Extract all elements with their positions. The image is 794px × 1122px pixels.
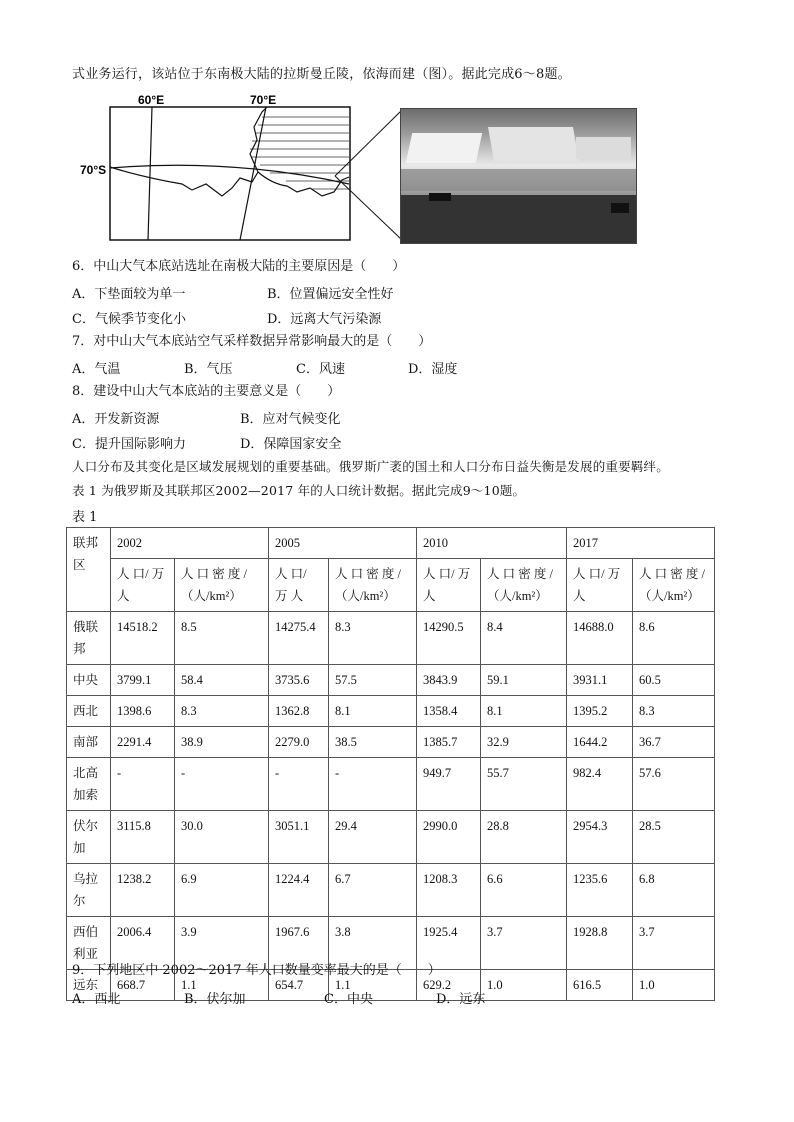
value-cell: 616.5: [567, 970, 633, 1001]
q6-option-b: B．位置偏远安全性好: [267, 287, 394, 302]
value-cell: 8.4: [481, 612, 567, 665]
region-cell: 西伯利亚: [67, 917, 111, 970]
value-cell: 1.1: [329, 970, 417, 1001]
table-caption: 表 1: [72, 510, 98, 525]
q9-option-b: B．伏尔加: [184, 992, 246, 1007]
pop-header: 人 口/ 万 人: [111, 559, 175, 612]
value-cell: 57.6: [633, 758, 715, 811]
value-cell: 28.5: [633, 811, 715, 864]
value-cell: 3.8: [329, 917, 417, 970]
value-cell: 654.7: [269, 970, 329, 1001]
value-cell: 3735.6: [269, 665, 329, 696]
value-cell: 3115.8: [111, 811, 175, 864]
year-header: 2010: [417, 528, 567, 559]
q8-option-b: B．应对气候变化: [240, 412, 341, 427]
value-cell: 36.7: [633, 727, 715, 758]
value-cell: 1398.6: [111, 696, 175, 727]
region-cell: 西北: [67, 696, 111, 727]
value-cell: 28.8: [481, 811, 567, 864]
value-cell: 3.7: [481, 917, 567, 970]
value-cell: 1928.8: [567, 917, 633, 970]
value-cell: 8.1: [481, 696, 567, 727]
value-cell: 982.4: [567, 758, 633, 811]
population-table: [66, 527, 715, 1001]
table-row: [67, 665, 715, 696]
value-cell: 14688.0: [567, 612, 633, 665]
density-header: 人 口 密 度 / （人/km²）: [481, 559, 567, 612]
value-cell: 1358.4: [417, 696, 481, 727]
year-header: 2002: [111, 528, 269, 559]
pop-header: 人 口/ 万 人: [567, 559, 633, 612]
value-cell: 1224.4: [269, 864, 329, 917]
value-cell: 6.8: [633, 864, 715, 917]
table-row: [67, 696, 715, 727]
q6-option-d: D．远离大气污染源: [267, 312, 382, 327]
value-cell: 1967.6: [269, 917, 329, 970]
value-cell: 38.5: [329, 727, 417, 758]
q8-option-c: C．提升国际影响力: [72, 437, 186, 452]
value-cell: 32.9: [481, 727, 567, 758]
station-photo: [400, 108, 637, 244]
pop-header: 人 口/ 万 人: [269, 559, 329, 612]
q9-option-a: A．西北: [72, 992, 121, 1007]
table-corner: 联邦区: [67, 528, 111, 612]
value-cell: 1238.2: [111, 864, 175, 917]
q7-option-c: C．风速: [296, 362, 345, 377]
value-cell: 58.4: [175, 665, 269, 696]
value-cell: 1644.2: [567, 727, 633, 758]
value-cell: 1235.6: [567, 864, 633, 917]
value-cell: 2954.3: [567, 811, 633, 864]
value-cell: -: [111, 758, 175, 811]
value-cell: 1925.4: [417, 917, 481, 970]
region-cell: 中央: [67, 665, 111, 696]
value-cell: 14518.2: [111, 612, 175, 665]
q8-option-a: A．开发新资源: [72, 412, 160, 427]
value-cell: -: [175, 758, 269, 811]
value-cell: 3799.1: [111, 665, 175, 696]
value-cell: 1.0: [633, 970, 715, 1001]
table-row: [67, 864, 715, 917]
year-header: 2017: [567, 528, 715, 559]
value-cell: 2291.4: [111, 727, 175, 758]
value-cell: 1.1: [175, 970, 269, 1001]
value-cell: 57.5: [329, 665, 417, 696]
value-cell: 8.6: [633, 612, 715, 665]
label-70s: 70°S: [80, 163, 107, 177]
density-header: 人 口 密 度 / （人/km²）: [175, 559, 269, 612]
region-cell: 俄联邦: [67, 612, 111, 665]
density-header: 人 口 密 度 / （人/km²）: [633, 559, 715, 612]
q7-option-d: D．湿度: [408, 362, 458, 377]
value-cell: 668.7: [111, 970, 175, 1001]
value-cell: 8.5: [175, 612, 269, 665]
value-cell: 3051.1: [269, 811, 329, 864]
q6-option-c: C．气候季节变化小: [72, 312, 186, 327]
region-cell: 伏尔加: [67, 811, 111, 864]
q6-stem: 6．中山大气本底站选址在南极大陆的主要原因是（ ）: [72, 259, 406, 274]
q7-option-b: B．气压: [184, 362, 233, 377]
value-cell: 55.7: [481, 758, 567, 811]
value-cell: 59.1: [481, 665, 567, 696]
antarctic-map: [72, 92, 402, 247]
value-cell: 14275.4: [269, 612, 329, 665]
value-cell: 2990.0: [417, 811, 481, 864]
table-row: [67, 612, 715, 665]
region-cell: 北高加索: [67, 758, 111, 811]
value-cell: -: [329, 758, 417, 811]
q9-option-c: C．中央: [324, 992, 373, 1007]
region-cell: 南部: [67, 727, 111, 758]
value-cell: 1385.7: [417, 727, 481, 758]
pop-header: 人 口/ 万 人: [417, 559, 481, 612]
value-cell: 60.5: [633, 665, 715, 696]
value-cell: 1362.8: [269, 696, 329, 727]
value-cell: 1.0: [481, 970, 567, 1001]
value-cell: 6.6: [481, 864, 567, 917]
year-header: 2005: [269, 528, 417, 559]
value-cell: 3.7: [633, 917, 715, 970]
value-cell: 1395.2: [567, 696, 633, 727]
value-cell: 8.3: [175, 696, 269, 727]
value-cell: 8.1: [329, 696, 417, 727]
value-cell: 629.2: [417, 970, 481, 1001]
value-cell: 3931.1: [567, 665, 633, 696]
region-cell: 乌拉尔: [67, 864, 111, 917]
value-cell: 2279.0: [269, 727, 329, 758]
value-cell: 8.3: [633, 696, 715, 727]
value-cell: 6.9: [175, 864, 269, 917]
table-row: [67, 727, 715, 758]
q9-stem: 9．下列地区中 2002～2017 年人口数量变率最大的是（ ）: [72, 963, 441, 978]
q7-stem: 7．对中山大气本底站空气采样数据异常影响最大的是（ ）: [72, 334, 432, 349]
value-cell: 38.9: [175, 727, 269, 758]
q9-option-d: D．远东: [436, 992, 486, 1007]
paragraph-1: 人口分布及其变化是区域发展规划的重要基础。俄罗斯广袤的国土和人口分布日益失衡是发展的重要羁绊。: [72, 459, 669, 474]
value-cell: 29.4: [329, 811, 417, 864]
value-cell: 6.7: [329, 864, 417, 917]
value-cell: 30.0: [175, 811, 269, 864]
value-cell: 3843.9: [417, 665, 481, 696]
value-cell: 3.9: [175, 917, 269, 970]
value-cell: 1208.3: [417, 864, 481, 917]
value-cell: 2006.4: [111, 917, 175, 970]
q8-stem: 8．建设中山大气本底站的主要意义是（ ）: [72, 384, 341, 399]
table-row: [67, 758, 715, 811]
paragraph-2: 表 1 为俄罗斯及其联邦区2002—2017 年的人口统计数据。据此完成9～10题。: [72, 483, 526, 498]
intro-line: 式业务运行，该站位于东南极大陆的拉斯曼丘陵，依海而建（图）。据此完成6～8题。: [72, 67, 571, 82]
label-70e: 70°E: [250, 93, 277, 107]
value-cell: -: [269, 758, 329, 811]
q7-option-a: A．气温: [72, 362, 121, 377]
value-cell: 949.7: [417, 758, 481, 811]
value-cell: 8.3: [329, 612, 417, 665]
q6-option-a: A．下垫面较为单一: [72, 287, 186, 302]
density-header: 人 口 密 度 / （人/km²）: [329, 559, 417, 612]
q8-option-d: D．保障国家安全: [240, 437, 342, 452]
label-60e: 60°E: [138, 93, 165, 107]
value-cell: 14290.5: [417, 612, 481, 665]
table-row: [67, 811, 715, 864]
region-cell: 远东: [67, 970, 111, 1001]
